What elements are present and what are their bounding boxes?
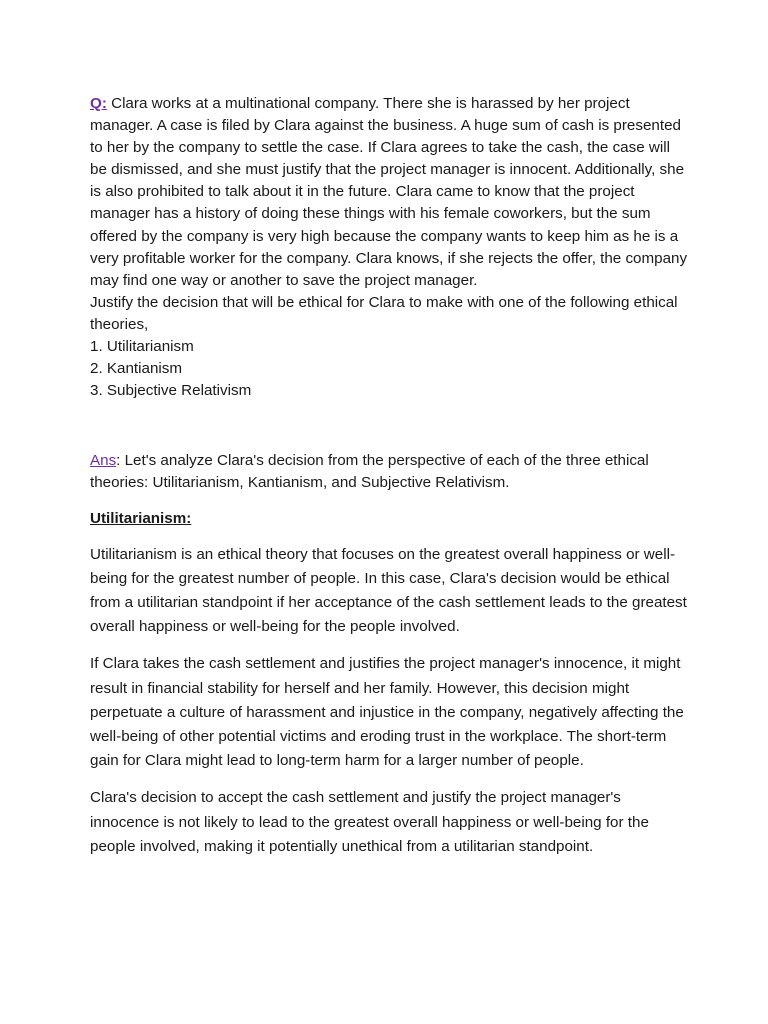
answer-intro-text: : Let's analyze Clara's decision from the perspective of each of the three ethical theories: Utilitarianism, Kantianism, and Subjective Relativism. <box>90 452 649 492</box>
body-paragraph: Utilitarianism is an ethical theory that focuses on the greatest overall happiness or well-being for the greatest number of people. In this case, Clara's decision would be ethical from a utilitarian standpoint if her acceptance of the cash settlement leads to the greatest overall happiness or well-being for the people involved. <box>90 545 687 636</box>
theory-list <box>90 336 690 402</box>
list-item: 1. Utilitarianism <box>90 338 194 356</box>
section-heading-utilitarianism: Utilitarianism: <box>90 509 192 527</box>
question-text: Clara works at a multinational company. There she is harassed by her project manager. A case is filed by Clara against the business. A huge sum of cash is presented to her by the company to settle the case. If Clara agrees to take the cash, the case will be dismissed, and she must justify that the project manager is innocent. Additionally, she is also prohibited to talk about it in the future. Clara came to know that the project manager has a history of doing these things with his female coworkers, but the sum offered by the company is very high because the company wants to keep him as he is a very profitable worker for the company. Clara knows, if she rejects the offer, the company may find one way or another to save the project manager. <box>90 95 688 289</box>
body-paragraph: Clara's decision to accept the cash settlement and justify the project manager's innocence is not likely to lead to the greatest overall happiness or well-being for the people involved, making it potentially unethical from a utilitarian standpoint. <box>90 789 649 855</box>
answer-intro <box>90 450 690 494</box>
question-prompt: Justify the decision that will be ethical for Clara to make with one of the following ethical theories, <box>90 293 678 333</box>
list-item: 3. Subjective Relativism <box>90 382 252 400</box>
body-paragraph: If Clara takes the cash settlement and justifies the project manager's innocence, it might result in financial stability for herself and her family. However, this decision might perpetuate a culture of harassment and injustice in the company, negatively affecting the well-being of other potential victims and eroding trust in the workplace. The short-term gain for Clara might lead to long-term harm for a larger number of people. <box>90 655 684 770</box>
list-item: 2. Kantianism <box>90 360 183 378</box>
question-label: Q: <box>90 95 107 112</box>
answer-label: Ans <box>90 452 117 470</box>
question-paragraph <box>90 93 690 292</box>
document-page <box>90 93 690 859</box>
